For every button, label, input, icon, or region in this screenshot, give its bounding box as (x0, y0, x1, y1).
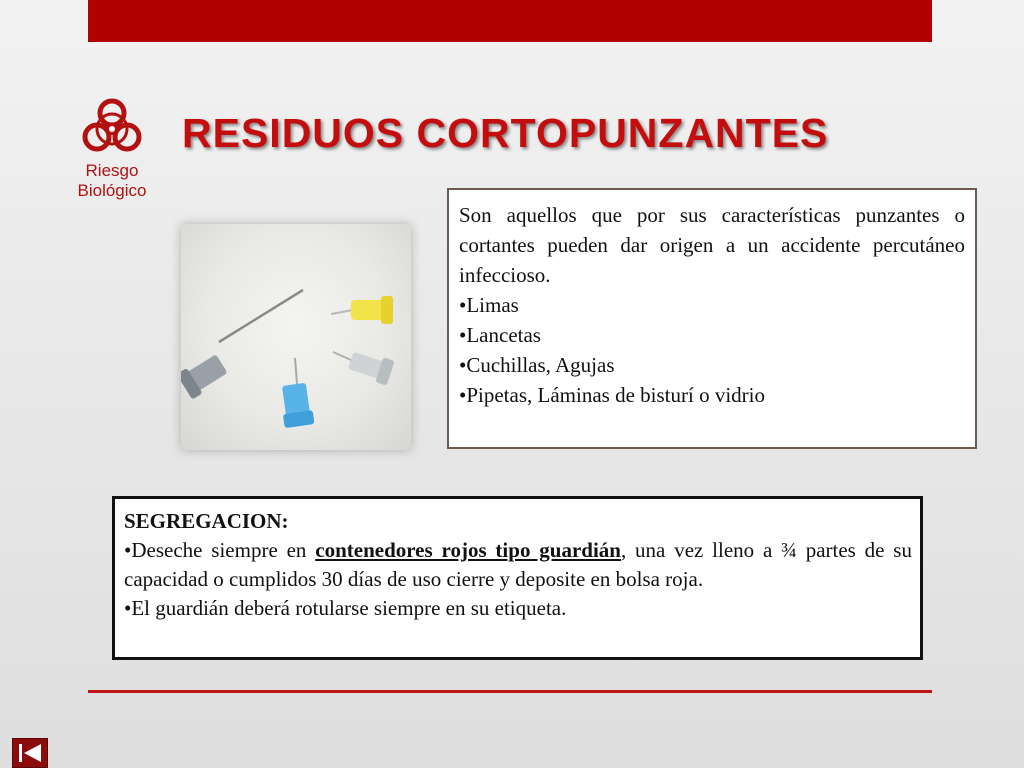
segregation-heading: SEGREGACION: (124, 509, 289, 533)
list-item: •Pipetas, Láminas de bisturí o vidrio (459, 383, 765, 407)
list-item: •Limas (459, 293, 519, 317)
needles-photo (181, 224, 411, 450)
first-slide-button[interactable] (12, 738, 48, 768)
segregation-bullet-1 (124, 536, 912, 594)
first-slide-icon (13, 739, 47, 767)
container-type-emphasis: contenedores rojos tipo guardián (315, 538, 621, 562)
segregation-box (112, 496, 923, 660)
biohazard-icon (70, 96, 154, 160)
list-item: •Lancetas (459, 323, 541, 347)
bottom-divider (88, 690, 932, 693)
bullet-1-end: , una vez lleno a ¾ partes de su capacidad o cumplidos 30 días de uso cierre y deposite en bolsa roja. (124, 538, 912, 591)
definition-text: Son aquellos que por sus características punzantes o cortantes pueden dar origen a un accidente percutáneo infeccioso. (459, 203, 965, 287)
bullet-1-start: •Deseche siempre en (124, 538, 316, 562)
segregation-bullet-2: •El guardián deberá rotularse siempre en su etiqueta. (124, 596, 567, 620)
logo-line-2: Biológico (77, 181, 147, 200)
list-item: •Cuchillas, Agujas (459, 353, 615, 377)
logo-line-1: Riesgo (85, 161, 139, 180)
top-accent-bar (88, 0, 932, 42)
definition-box (447, 188, 977, 449)
biohazard-logo (70, 96, 154, 226)
slide-title: RESIDUOS CORTOPUNZANTES (182, 110, 829, 156)
